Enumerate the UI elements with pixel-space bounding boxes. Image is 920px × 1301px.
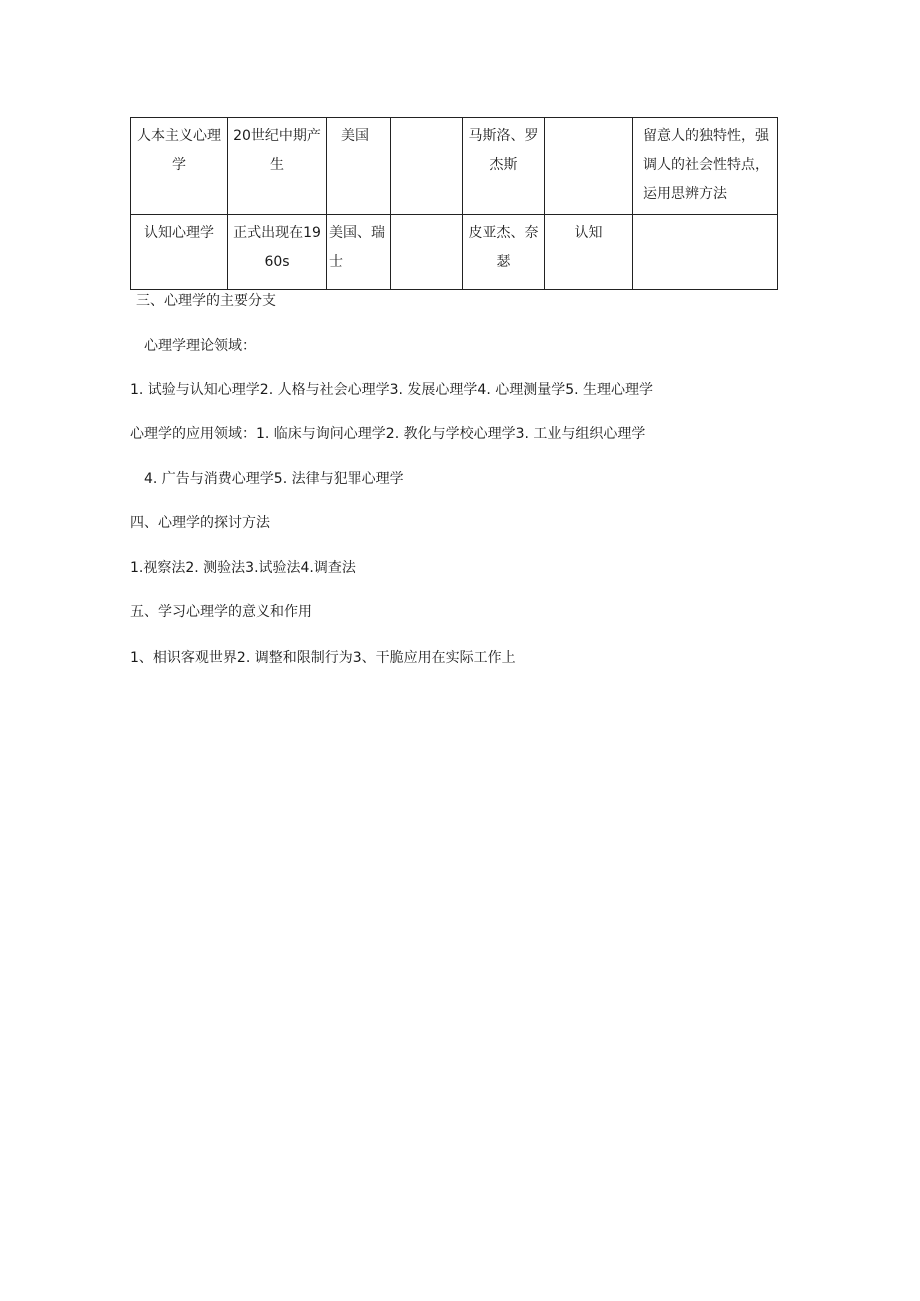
branches-heading: 三、心理学的主要分支 [136, 293, 276, 309]
table-row [131, 118, 778, 215]
methods-heading: 四、心理学的探讨方法 [130, 515, 270, 531]
meaning-list: 1、相识客观世界2. 调整和限制行为3、干脆应用在实际工作上 [130, 650, 516, 666]
country-cell: 美国 [327, 118, 391, 215]
table-row [131, 215, 778, 290]
psychology-schools-table [130, 117, 778, 290]
topic-cell: 认知 [545, 215, 633, 290]
figures-cell: 皮亚杰、奈瑟 [463, 215, 545, 290]
era-cell: 20世纪中期产生 [228, 118, 327, 215]
country-cell: 美国、瑞士 [327, 215, 391, 290]
empty-cell [391, 118, 463, 215]
features-cell: 留意人的独特性，强调人的社会性特点，运用思辨方法 [633, 118, 778, 215]
theory-list: 1. 试验与认知心理学2. 人格与社会心理学3. 发展心理学4. 心理测量学5. 生理心理学 [130, 382, 654, 398]
methods-list: 1.视察法2. 测验法3.试验法4.调查法 [130, 560, 356, 576]
school-name-cell: 认知心理学 [131, 215, 228, 290]
era-cell: 正式出现在1960s [228, 215, 327, 290]
empty-cell [391, 215, 463, 290]
school-name-cell: 人本主义心理学 [131, 118, 228, 215]
features-cell [633, 215, 778, 290]
figures-cell: 马斯洛、罗杰斯 [463, 118, 545, 215]
meaning-heading: 五、学习心理学的意义和作用 [130, 604, 312, 620]
applied-line-2: 4. 广告与消费心理学5. 法律与犯罪心理学 [144, 471, 404, 487]
theory-heading: 心理学理论领域： [144, 338, 256, 354]
applied-line-1: 心理学的应用领域：1. 临床与询问心理学2. 教化与学校心理学3. 工业与组织心理学 [130, 426, 646, 442]
topic-cell [545, 118, 633, 215]
